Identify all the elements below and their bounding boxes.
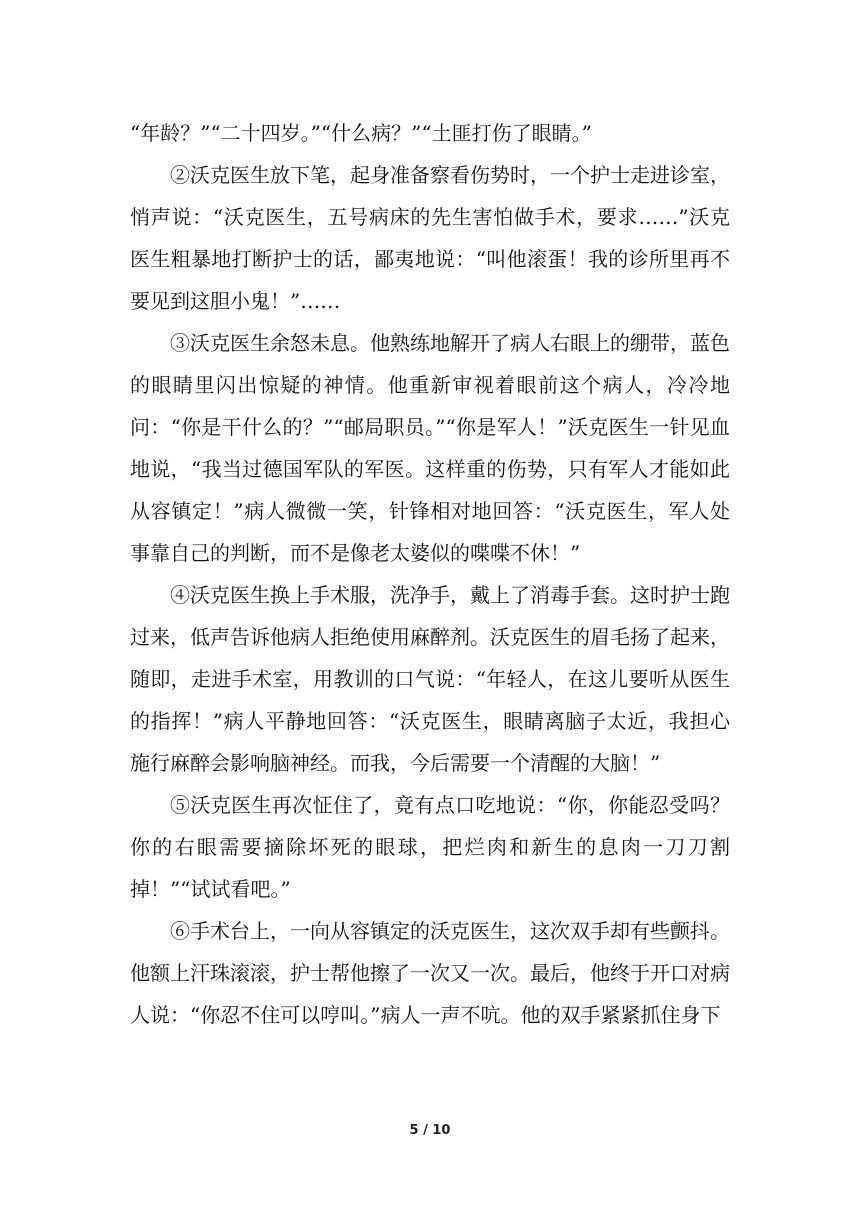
paragraph-dialogue-age: “年龄？”“二十四岁。”“什么病？”“土匪打伤了眼睛。” <box>130 121 592 145</box>
paragraph-5: ⑤沃克医生再次怔住了，竟有点口吃地说：“你，你能忍受吗？你的右眼需要摘除坏死的眼球，把烂肉和新生的息肉一刀刀割掉！”“试试看吧。” <box>130 793 730 901</box>
paragraph-4: ④沃克医生换上手术服，洗净手，戴上了消毒手套。这时护士跑过来，低声告诉他病人拒绝使用麻醉剂。沃克医生的眉毛扬了起来，随即，走进手术室，用教训的口气说：“年轻人，在这儿要听从医生的指挥！”病人平静地回答：“沃克医生，眼睛离脑子太近，我担心施行麻醉会影响脑神经。而我，今后需要一个清醒的大脑！” <box>130 583 730 775</box>
paragraph-3: ③沃克医生余怒未息。他熟练地解开了病人右眼上的绷带，蓝色的眼睛里闪出惊疑的神情。他重新审视着眼前这个病人，冷冷地问：“你是干什么的？”“邮局职员。”“你是军人！”沃克医生一针见血地说，“我当过德国军队的军医。这样重的伤势，只有军人才能如此从容镇定！”病人微微一笑，针锋相对地回答：“沃克医生，军人处事靠自己的判断，而不是像老太婆似的喋喋不休！” <box>130 331 730 565</box>
paragraph-2: ②沃克医生放下笔，起身准备察看伤势时，一个护士走进诊室，悄声说：“沃克医生，五号病床的先生害怕做手术，要求……”沃克医生粗暴地打断护士的话，鄙夷地说：“叫他滚蛋！我的诊所里再不要见到这胆小鬼！”…… <box>130 163 730 313</box>
paragraph-6: ⑥手术台上，一向从容镇定的沃克医生，这次双手却有些颤抖。他额上汗珠滚滚，护士帮他擦了一次又一次。最后，他终于开口对病人说：“你忍不住可以哼叫。”病人一声不吭。他的双手紧紧抓住身下 <box>130 919 730 1027</box>
document-body <box>130 112 730 1036</box>
page-number: 5 / 10 <box>409 1123 451 1138</box>
